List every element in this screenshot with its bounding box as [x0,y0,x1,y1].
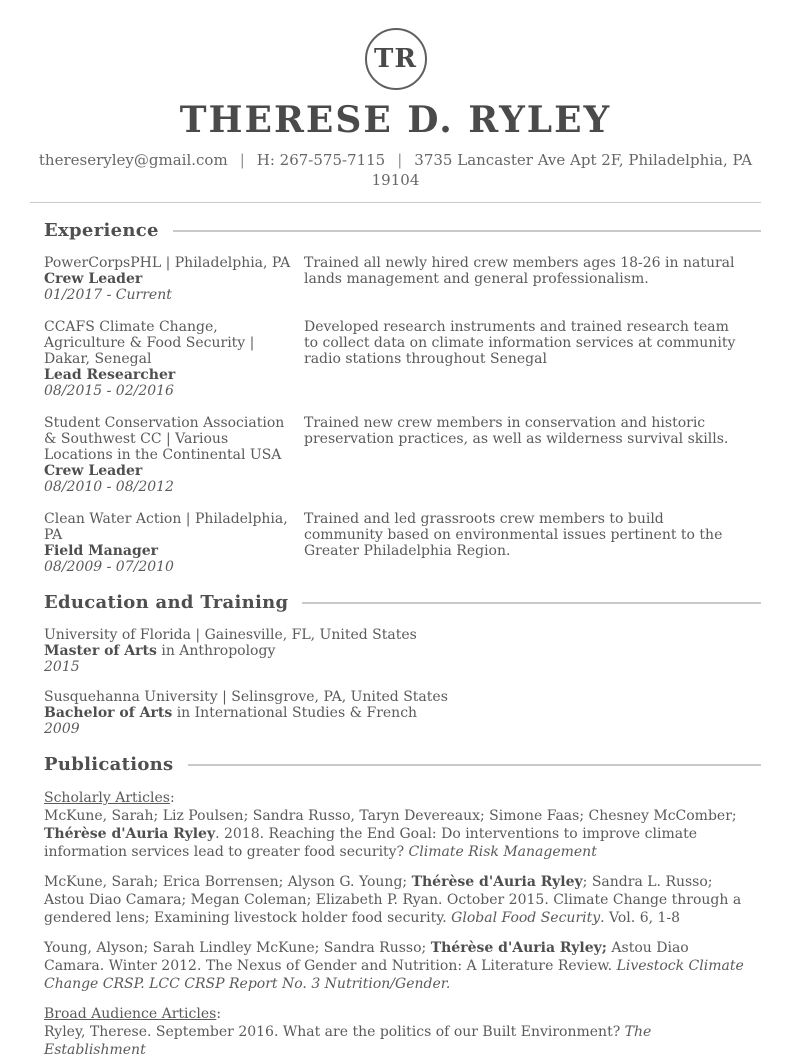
section-publications [44,755,747,1059]
page-title: THERESE D. RYLEY [179,99,612,141]
job-company: Clean Water Action | Philadelphia, PA [44,511,288,543]
job-company: CCAFS Climate Change, Agriculture & Food Security | Dakar, Senegal [44,319,255,367]
contact-address: 3735 Lancaster Ave Apt 2F, Philadelphia, PA 19104 [371,151,753,189]
degree: Bachelor of Arts [44,705,173,721]
job-title: Lead Researcher [44,367,176,383]
graduation-year: 2015 [44,659,80,675]
section-title-education: Education and Training [44,592,289,613]
degree-line [44,643,747,659]
job-meta [44,511,292,575]
section-title-publications: Publications [44,754,174,775]
broad-audience-articles-label: Broad Audience Articles: [44,1006,222,1022]
job-entry [44,319,747,399]
job-dates: 08/2010 - 08/2012 [44,479,174,495]
resume-header [30,0,761,203]
graduation-year: 2009 [44,721,80,737]
job-meta [44,415,292,495]
section-head-experience [44,221,761,241]
job-description: Trained all newly hired crew members ages 18-26 in natural lands management and general professionalism. [304,255,735,287]
education-entry [44,627,747,675]
job-title: Field Manager [44,543,159,559]
section-education [44,593,747,737]
resume-body [30,221,761,1059]
job-dates: 01/2017 - Current [44,287,172,303]
job-company: Student Conservation Association & Southwest CC | Various Locations in the Continental USA [44,415,285,463]
school-name: University of Florida | Gainesville, FL, United States [44,627,417,643]
job-dates: 08/2015 - 02/2016 [44,383,174,399]
contact-email: thereseryley@gmail.com [38,151,228,169]
job-entry [44,415,747,495]
publication-entry: Ryley, Therese. September 2016. What are the politics of our Built Environment? The Establishment [44,1024,652,1058]
job-description: Trained new crew members in conservation and historic preservation practices, as well as wilderness survival skills. [304,415,729,447]
monogram-badge [365,28,427,90]
job-title: Crew Leader [44,271,143,287]
job-description: Developed research instruments and trained research team to collect data on climate information services at community radio stations throughout Senegal [304,319,736,367]
education-entry [44,689,747,737]
job-description: Trained and led grassroots crew members to build community based on environmental issues pertinent to the Greater Philadelphia Region. [304,511,723,559]
degree-field: in International Studies & French [172,705,418,721]
section-rule [173,230,761,232]
publication-entry: Young, Alyson; Sarah Lindley McKune; Sandra Russo; Thérèse d'Auria Ryley; Astou Diao Camara. Winter 2012. The Nexus of Gender and Nutrition: A Literature Review. Livestock Climate Change CRSP. LCC CRSP Report No. 3 Nutrition/Gender. [44,940,744,992]
section-head-publications [44,755,761,775]
job-company: PowerCorpsPHL | Philadelphia, PA [44,255,291,271]
scholarly-articles-label: Scholarly Articles: [44,790,175,806]
contact-phone: H: 267-575-7115 [256,151,386,169]
contact-separator: | [397,151,403,169]
degree-field: in Anthropology [156,643,276,659]
job-meta [44,319,292,399]
section-title-experience: Experience [44,220,159,241]
section-rule [188,764,762,766]
section-rule [302,602,761,604]
degree-line [44,705,747,721]
contact-line [30,150,761,190]
section-experience [44,221,747,575]
degree: Master of Arts [44,643,157,659]
publication-entry: McKune, Sarah; Liz Poulsen; Sandra Russo, Taryn Devereaux; Simone Faas; Chesney McComber; Thérèse d'Auria Ryley. 2018. Reaching the End Goal: Do interventions to improve climate information services lead to greater food security? Climate Risk Management [44,808,737,860]
job-meta [44,255,292,303]
school-name: Susquehanna University | Selinsgrove, PA, United States [44,689,448,705]
section-head-education [44,593,761,613]
publication-entry: McKune, Sarah; Erica Borrensen; Alyson G. Young; Thérèse d'Auria Ryley; Sandra L. Russo; Astou Diao Camara; Megan Coleman; Elizabeth P. Ryan. October 2015. Climate Change through a gendered lens; Examining livestock holder food security. Global Food Security. Vol. 6, 1-8 [44,874,742,926]
job-title: Crew Leader [44,463,143,479]
job-entry [44,511,747,575]
job-entry [44,255,747,303]
contact-separator: | [239,151,245,169]
monogram-initials: TR [374,44,417,74]
job-dates: 08/2009 - 07/2010 [44,559,174,575]
